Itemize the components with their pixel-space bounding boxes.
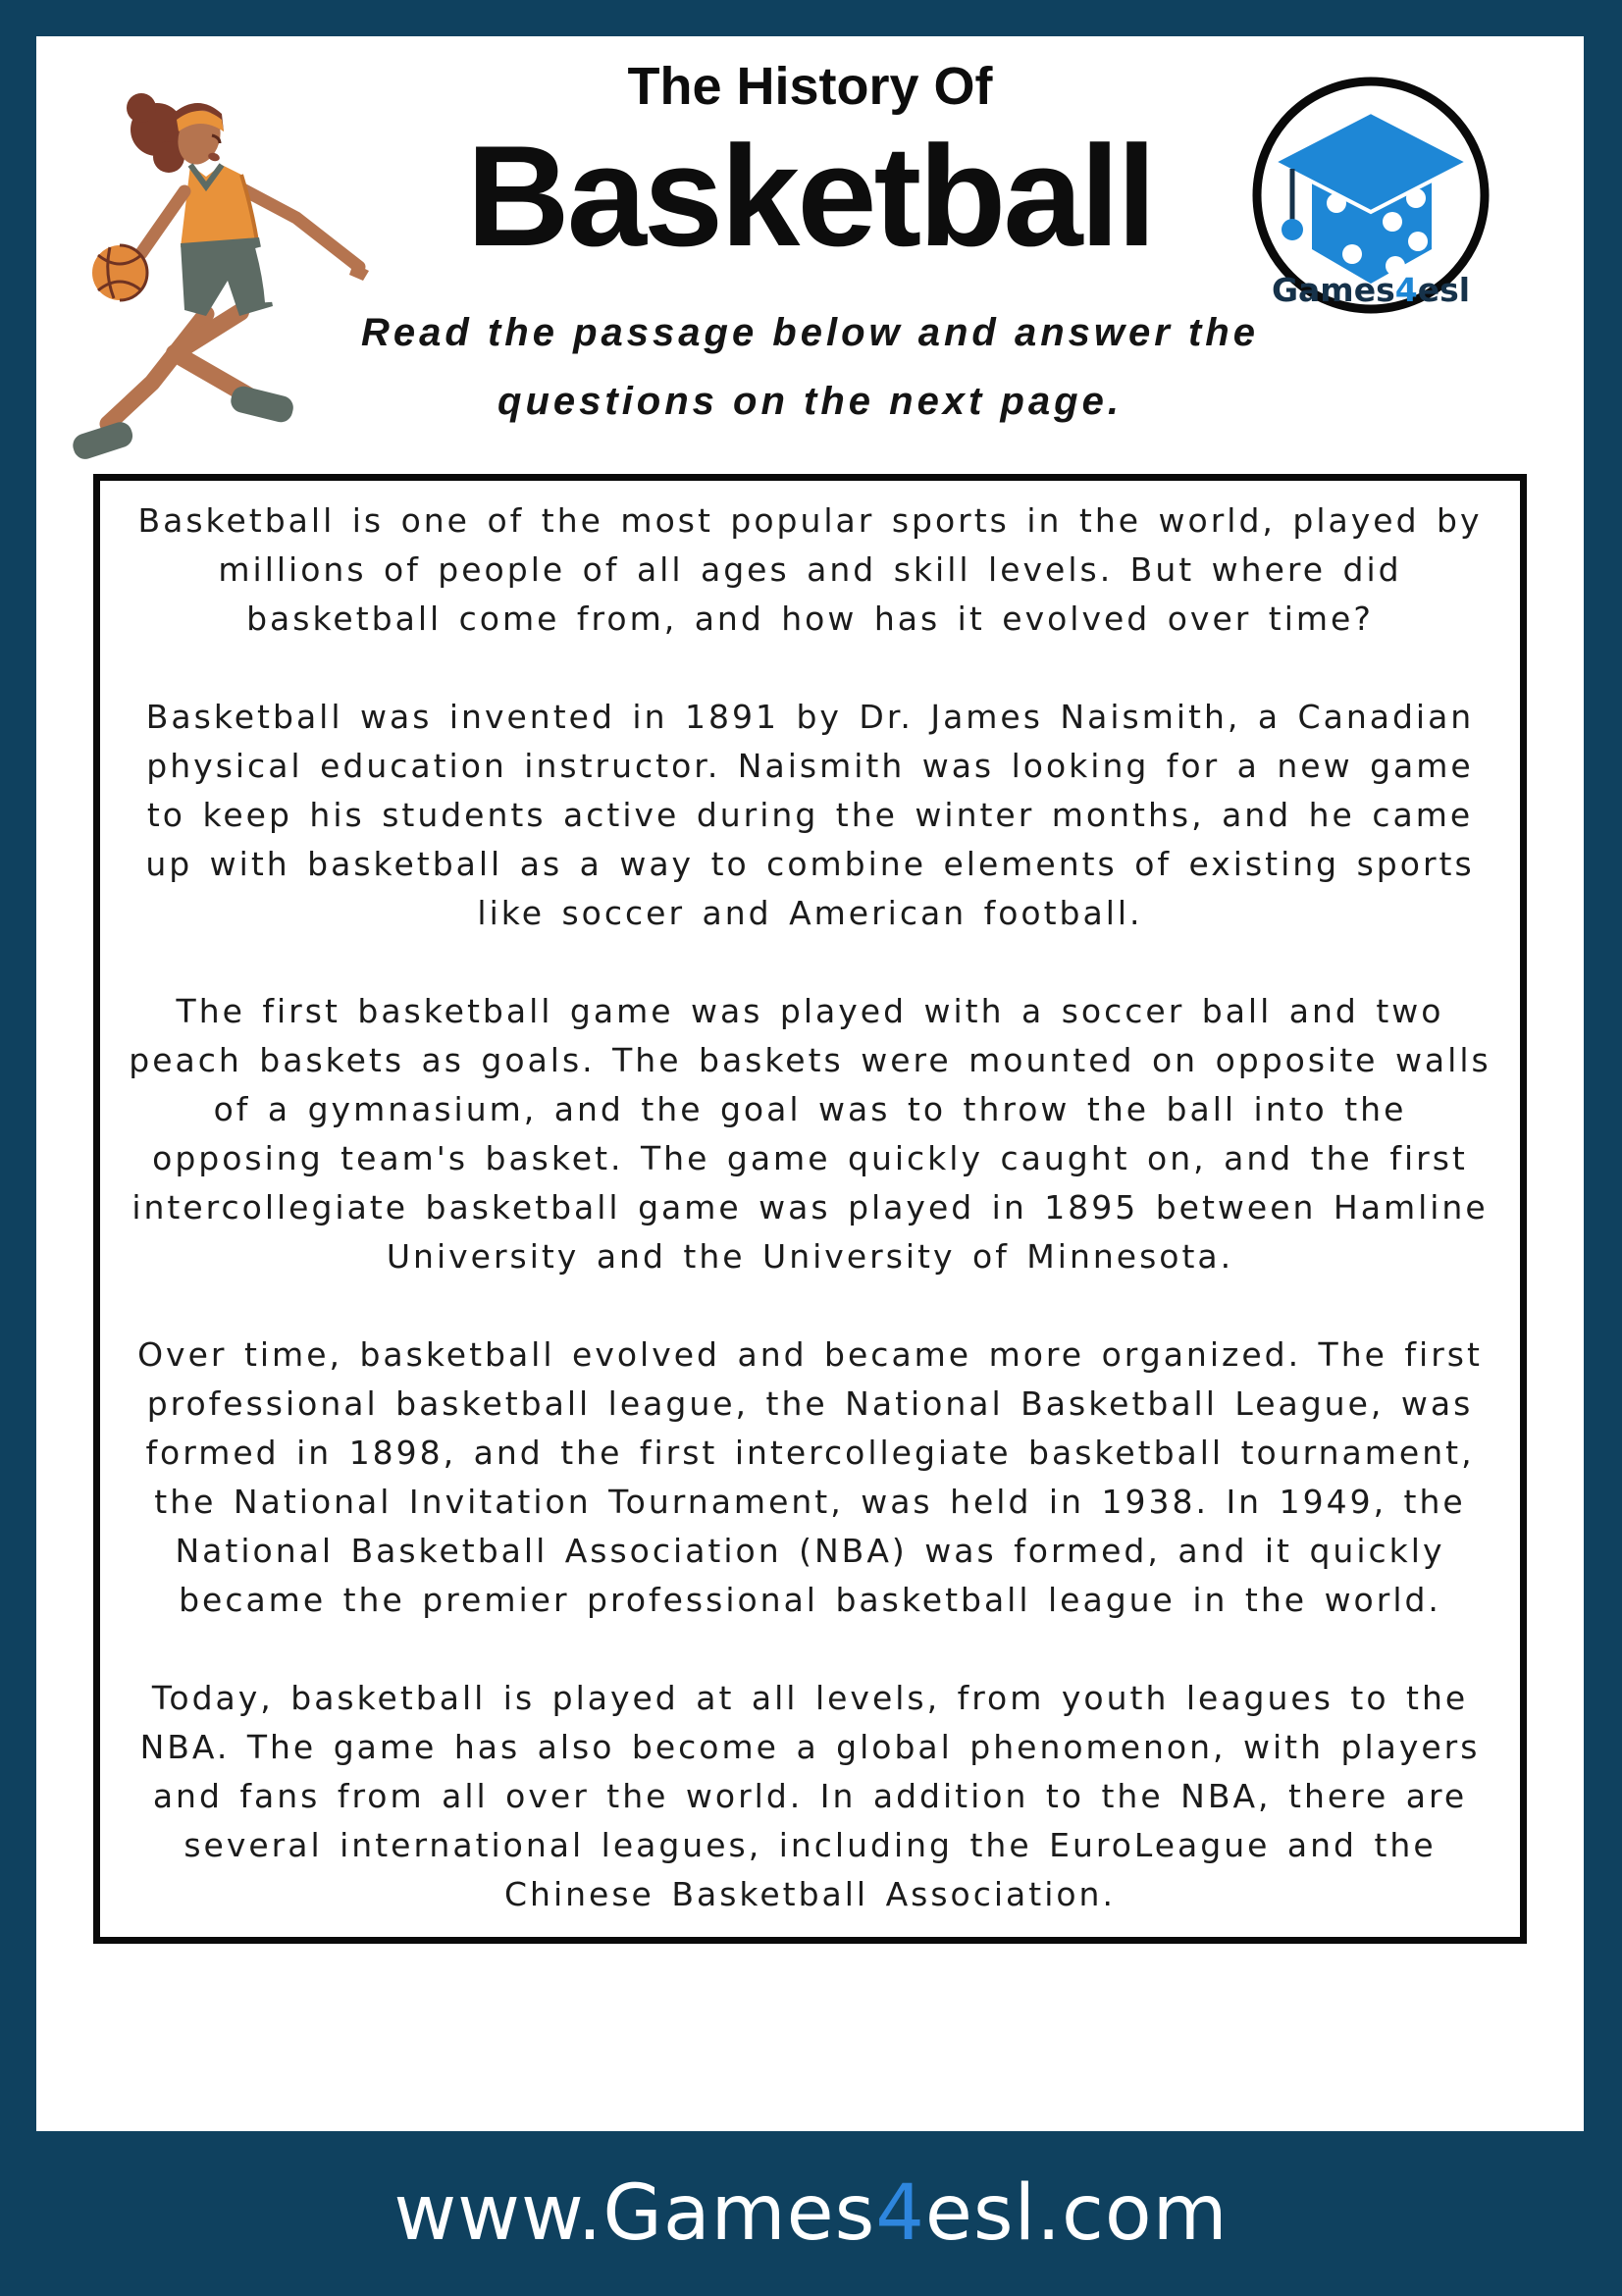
passage-paragraph-4: Over time, basketball evolved and became more organized. The first professional basketball league, the National Basketball League, was formed in 1898, and the first intercollegiate basketball tournament, the National Invitation Tournament, was held in 1938. In 1949, the National Basketball Association (NBA) was formed, and it quickly became the premier professional basketball league in the world. (137, 1335, 1483, 1619)
passage-paragraph-2: Basketball was invented in 1891 by Dr. James Naismith, a Canadian physical education instructor. Naismith was looking for a new game to keep his students active during the winter months, and he came up with basketball as a way to combine elements of existing sports like soccer and American football. (145, 698, 1475, 932)
logo-text-4: 4 (1394, 271, 1418, 309)
worksheet-content-area (36, 36, 1584, 2131)
page-subtitle: The History Of (627, 57, 993, 116)
basketball-player-illustration (59, 59, 383, 481)
footer-url-suffix: esl.com (924, 2169, 1229, 2258)
player-left-arm (141, 191, 184, 253)
logo-wordmark (1272, 271, 1470, 309)
passage-paragraph-5: Today, basketball is played at all levels, from youth leagues to the NBA. The game has also become a global phenomenon, with players and fans from all over the world. In addition to the NBA, there are several international leagues, including the EuroLeague and the Chinese Basketball Association. (139, 1679, 1481, 1913)
passage-paragraph-3: The first basketball game was played with a soccer ball and two peach baskets as goals. The baskets were mounted on opposite walls of a gymnasium, and the goal was to throw the ball into the opposing team's basket. The game quickly caught on, and the first intercollegiate basketball game was played in 1895 between Hamline University and the University of Minnesota. (129, 992, 1491, 1276)
passage-paragraph-1: Basketball is one of the most popular sports in the world, played by millions of people of all ages and skill levels. But where did basketball come from, and how has it evolved over time? (137, 501, 1483, 638)
footer-url-4: 4 (875, 2169, 925, 2258)
games4esl-logo (1248, 72, 1493, 319)
tassel-ball (1282, 219, 1303, 240)
player-shorts (181, 237, 273, 316)
logo-text-games: Games (1271, 271, 1395, 309)
instructions-line-1: Read the passage below and answer the (361, 311, 1259, 355)
basketball-icon (92, 245, 147, 300)
worksheet-header (36, 36, 1584, 474)
player-torso (181, 165, 257, 247)
instructions-line-2: questions on the next page. (497, 380, 1123, 424)
footer-url-prefix: www.Games (393, 2169, 876, 2258)
reading-passage-box (93, 474, 1527, 1944)
page-title: Basketball (466, 116, 1154, 276)
footer-url (393, 2169, 1228, 2258)
logo-text-esl: esl (1417, 271, 1471, 309)
footer-bar (0, 2131, 1622, 2296)
